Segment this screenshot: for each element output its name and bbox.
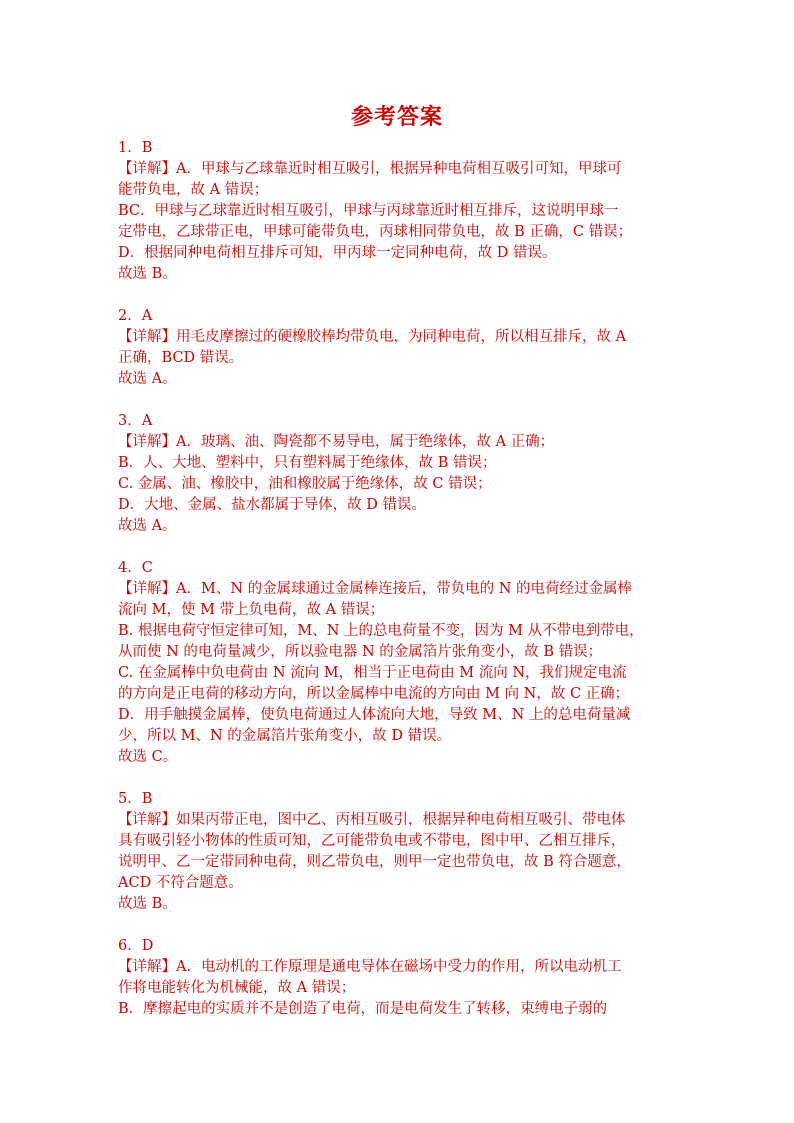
- explanation-line: 能带负电，故 A 错误；: [118, 182, 269, 198]
- explanation-line: 少，所以 M、N 的金属箔片张角变小，故 D 错误。: [118, 728, 452, 744]
- explanation-line: 从而使 N 的电荷量减少，所以验电器 N 的金属箔片张角变小，故 B 错误；: [118, 644, 603, 660]
- answer-5: [118, 789, 680, 915]
- explanation-line: C. 金属、油、橡胶中，油和橡胶属于绝缘体，故 C 错误；: [118, 476, 492, 492]
- explanation-line: 【详解】用毛皮摩擦过的硬橡胶棒均带负电，为同种电荷，所以相互排斥，故 A: [118, 329, 627, 345]
- answer-1: [118, 138, 680, 285]
- explanation-line: 【详解】如果丙带正电，图中乙、丙相互吸引，根据异种电荷相互吸引、带电体: [118, 812, 626, 828]
- answer-6: [118, 936, 680, 1020]
- answer-conclusion: 故选 A。: [118, 371, 177, 387]
- explanation-line: D．用手触摸金属棒，使负电荷通过人体流向大地，导致 M、N 上的总电荷量减: [118, 707, 631, 723]
- answer-number: 6．D: [118, 938, 154, 954]
- answer-conclusion: 故选 A。: [118, 518, 177, 534]
- explanation-line: 说明甲、乙一定带同种电荷，则乙带负电，则甲一定也带负电，故 B 符合题意，: [118, 854, 631, 870]
- explanation-line: 【详解】A．M、N 的金属球通过金属棒连接后，带负电的 N 的电荷经过金属棒: [118, 581, 633, 597]
- answer-conclusion: 故选 B。: [118, 266, 177, 282]
- explanation-line: 定带电，乙球带正电，甲球可能带负电，丙球相同带负电，故 B 正确，C 错误；: [118, 224, 633, 240]
- explanation-line: D．大地、金属、盐水都属于导体，故 D 错误。: [118, 497, 426, 513]
- explanation-line: 流向 M，使 M 带上负电荷，故 A 错误；: [118, 602, 385, 618]
- answer-conclusion: 故选 B。: [118, 896, 177, 912]
- explanation-line: 具有吸引轻小物体的性质可知，乙可能带负电或不带电，图中甲、乙相互排斥，: [118, 833, 626, 849]
- explanation-line: ACD 不符合题意。: [118, 875, 243, 891]
- explanation-line: D．根据同种电荷相互排斥可知，甲丙球一定同种电荷，故 D 错误。: [118, 245, 557, 261]
- answer-2: [118, 306, 680, 390]
- answer-list: [118, 138, 680, 1041]
- explanation-line: 的方向是正电荷的移动方向，所以金属棒中电流的方向由 M 向 N，故 C 正确；: [118, 686, 630, 702]
- explanation-line: 【详解】A．玻璃、油、陶瓷都不易导电，属于绝缘体，故 A 正确；: [118, 434, 555, 450]
- answer-conclusion: 故选 C。: [118, 749, 178, 765]
- answer-number: 2．A: [118, 308, 153, 324]
- page-title: 参考答案: [350, 104, 443, 130]
- explanation-line: 【详解】A．电动机的工作原理是通电导体在磁场中受力的作用，所以电动机工: [118, 959, 622, 975]
- explanation-line: B．人、大地、塑料中，只有塑料属于绝缘体，故 B 错误；: [118, 455, 497, 471]
- explanation-line: B．摩擦起电的实质并不是创造了电荷，而是电荷发生了转移，束缚电子弱的: [118, 1001, 608, 1017]
- explanation-line: 【详解】A．甲球与乙球靠近时相互吸引，根据异种电荷相互吸引可知，甲球可: [118, 161, 622, 177]
- answer-number: 5．B: [118, 791, 153, 807]
- explanation-line: B. 根据电荷守恒定律可知，M、N 上的总电荷量不变，因为 M 从不带电到带电，: [118, 623, 644, 639]
- explanation-line: C. 在金属棒中负电荷由 N 流向 M，相当于正电荷由 M 流向 N，我们规定电流: [118, 665, 627, 681]
- answer-number: 1．B: [118, 140, 153, 156]
- explanation-line: 正确，BCD 错误。: [118, 350, 244, 366]
- answer-3: [118, 411, 680, 537]
- answer-4: [118, 558, 680, 768]
- explanation-line: 作将电能转化为机械能，故 A 错误；: [118, 980, 356, 996]
- explanation-line: BC．甲球与乙球靠近时相互吸引，甲球与丙球靠近时相互排斥，这说明甲球一: [118, 203, 619, 219]
- answer-number: 4．C: [118, 560, 153, 576]
- answer-number: 3．A: [118, 413, 153, 429]
